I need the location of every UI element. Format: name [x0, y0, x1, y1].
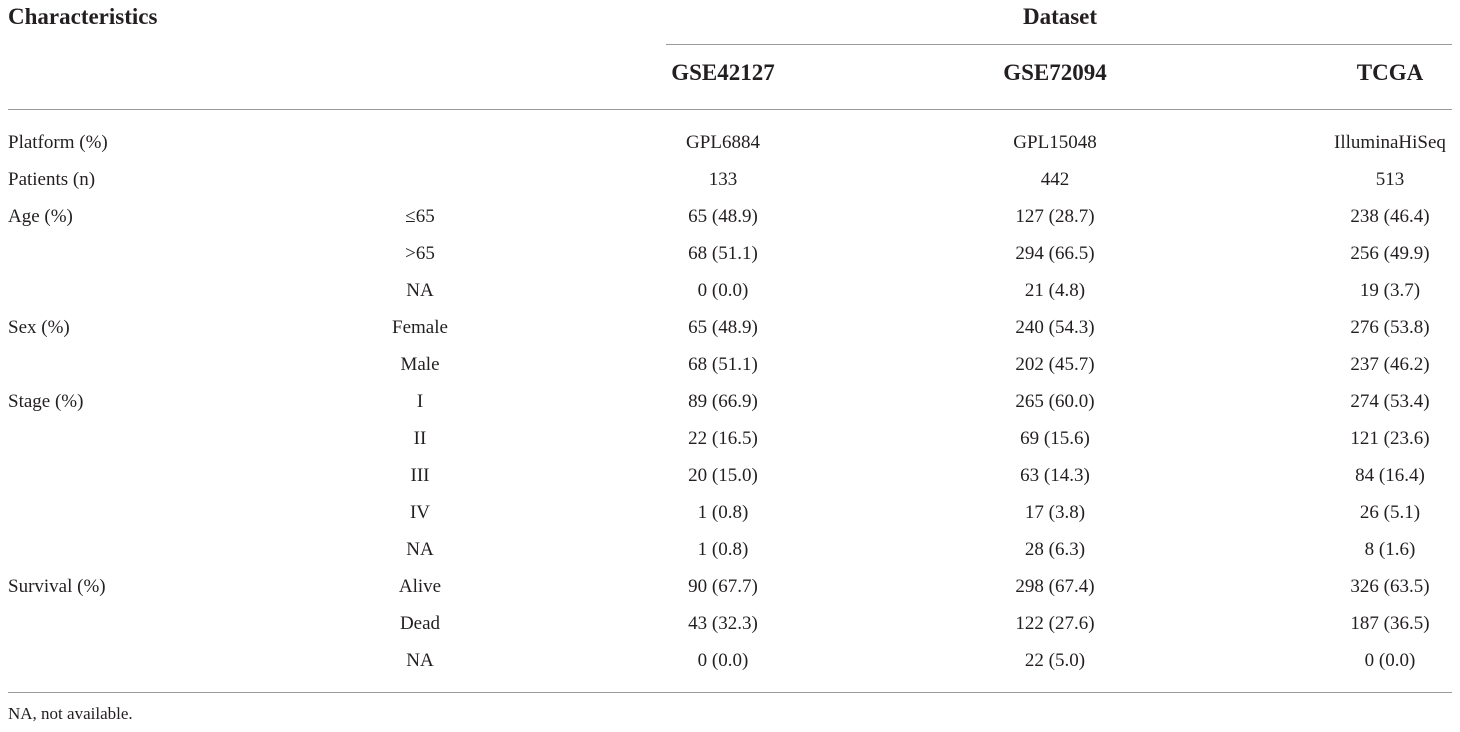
- table-row: [0, 531, 1460, 568]
- table-row: [0, 383, 1460, 420]
- row-label: Sex (%): [8, 317, 70, 338]
- cell-gse72094: 294 (66.5): [1015, 243, 1095, 264]
- cell-gse42127: 89 (66.9): [688, 391, 758, 412]
- header-characteristics: Characteristics: [8, 4, 158, 29]
- cell-gse72094: 69 (15.6): [1020, 428, 1090, 449]
- row-label: Patients (n): [8, 169, 96, 190]
- row-subcategory: II: [413, 428, 427, 449]
- cell-tcga: 326 (63.5): [1350, 576, 1430, 597]
- cell-gse72094: 298 (67.4): [1015, 576, 1095, 597]
- cell-gse72094: 22 (5.0): [1024, 650, 1086, 671]
- table-row: [0, 642, 1460, 679]
- table-row: [0, 457, 1460, 494]
- row-subcategory: ≤65: [405, 206, 435, 227]
- cell-gse42127: 133: [708, 169, 738, 190]
- row-subcategory: Male: [400, 354, 440, 375]
- cell-gse42127: 1 (0.8): [697, 502, 749, 523]
- cell-gse42127: 20 (15.0): [688, 465, 758, 486]
- row-subcategory: IV: [409, 502, 431, 523]
- cell-gse72094: 122 (27.6): [1015, 613, 1095, 634]
- header-bottom-rule: [8, 109, 1452, 110]
- cell-gse72094: 442: [1040, 169, 1070, 190]
- cell-gse72094: 21 (4.8): [1024, 280, 1086, 301]
- column-header-gse72094: GSE72094: [1003, 60, 1107, 85]
- dataset-underline: [666, 44, 1452, 45]
- cell-gse42127: 0 (0.0): [697, 280, 749, 301]
- cell-gse72094: 265 (60.0): [1015, 391, 1095, 412]
- cell-gse72094: 240 (54.3): [1015, 317, 1095, 338]
- cell-tcga: 237 (46.2): [1350, 354, 1430, 375]
- cell-gse42127: 43 (32.3): [688, 613, 758, 634]
- table-row: [0, 346, 1460, 383]
- cell-tcga: 256 (49.9): [1350, 243, 1430, 264]
- row-label: Stage (%): [8, 391, 84, 412]
- cell-tcga: 84 (16.4): [1355, 465, 1425, 486]
- cell-gse72094: 17 (3.8): [1024, 502, 1086, 523]
- row-label: Platform (%): [8, 132, 108, 153]
- table-row: [0, 420, 1460, 457]
- table-row: [0, 198, 1460, 235]
- cell-gse42127: 65 (48.9): [688, 317, 758, 338]
- row-subcategory: >65: [405, 243, 435, 264]
- cell-tcga: 19 (3.7): [1359, 280, 1421, 301]
- row-subcategory: NA: [406, 539, 434, 560]
- cell-tcga: 187 (36.5): [1350, 613, 1430, 634]
- cell-gse42127: 90 (67.7): [688, 576, 758, 597]
- cell-gse42127: 68 (51.1): [688, 243, 758, 264]
- cell-gse42127: 22 (16.5): [688, 428, 758, 449]
- cell-tcga: 274 (53.4): [1350, 391, 1430, 412]
- row-subcategory: Dead: [399, 613, 441, 634]
- column-header-tcga: TCGA: [1356, 60, 1424, 85]
- cell-gse42127: 68 (51.1): [688, 354, 758, 375]
- table-row: [0, 124, 1460, 161]
- cell-gse42127: 65 (48.9): [688, 206, 758, 227]
- cell-tcga: 8 (1.6): [1364, 539, 1416, 560]
- cell-gse42127: 0 (0.0): [697, 650, 749, 671]
- row-subcategory: III: [410, 465, 430, 486]
- table-row: [0, 161, 1460, 198]
- row-subcategory: I: [416, 391, 424, 412]
- table-row: [0, 309, 1460, 346]
- cell-gse42127: 1 (0.8): [697, 539, 749, 560]
- row-label: Survival (%): [8, 576, 106, 597]
- cell-gse72094: 28 (6.3): [1024, 539, 1086, 560]
- cell-tcga: 0 (0.0): [1364, 650, 1416, 671]
- column-header-gse42127: GSE42127: [671, 60, 775, 85]
- cell-gse72094: 63 (14.3): [1020, 465, 1090, 486]
- row-label: Age (%): [8, 206, 73, 227]
- table-row: [0, 568, 1460, 605]
- cell-tcga: 513: [1375, 169, 1405, 190]
- header-dataset: Dataset: [1022, 4, 1098, 29]
- cell-tcga: 238 (46.4): [1350, 206, 1430, 227]
- row-subcategory: Alive: [398, 576, 442, 597]
- cell-tcga: 26 (5.1): [1359, 502, 1421, 523]
- table-row: [0, 272, 1460, 309]
- row-subcategory: NA: [406, 280, 434, 301]
- cell-gse72094: GPL15048: [1013, 132, 1097, 153]
- cell-gse72094: 127 (28.7): [1015, 206, 1095, 227]
- table-row: [0, 494, 1460, 531]
- cell-gse42127: GPL6884: [686, 132, 760, 153]
- cell-tcga: IlluminaHiSeq: [1334, 132, 1446, 153]
- table-row: [0, 605, 1460, 642]
- cell-gse72094: 202 (45.7): [1015, 354, 1095, 375]
- cell-tcga: 121 (23.6): [1350, 428, 1430, 449]
- table-bottom-rule: [8, 692, 1452, 693]
- cell-tcga: 276 (53.8): [1350, 317, 1430, 338]
- row-subcategory: NA: [406, 650, 434, 671]
- row-subcategory: Female: [392, 317, 448, 338]
- table-row: [0, 235, 1460, 272]
- footnote: NA, not available.: [8, 704, 133, 723]
